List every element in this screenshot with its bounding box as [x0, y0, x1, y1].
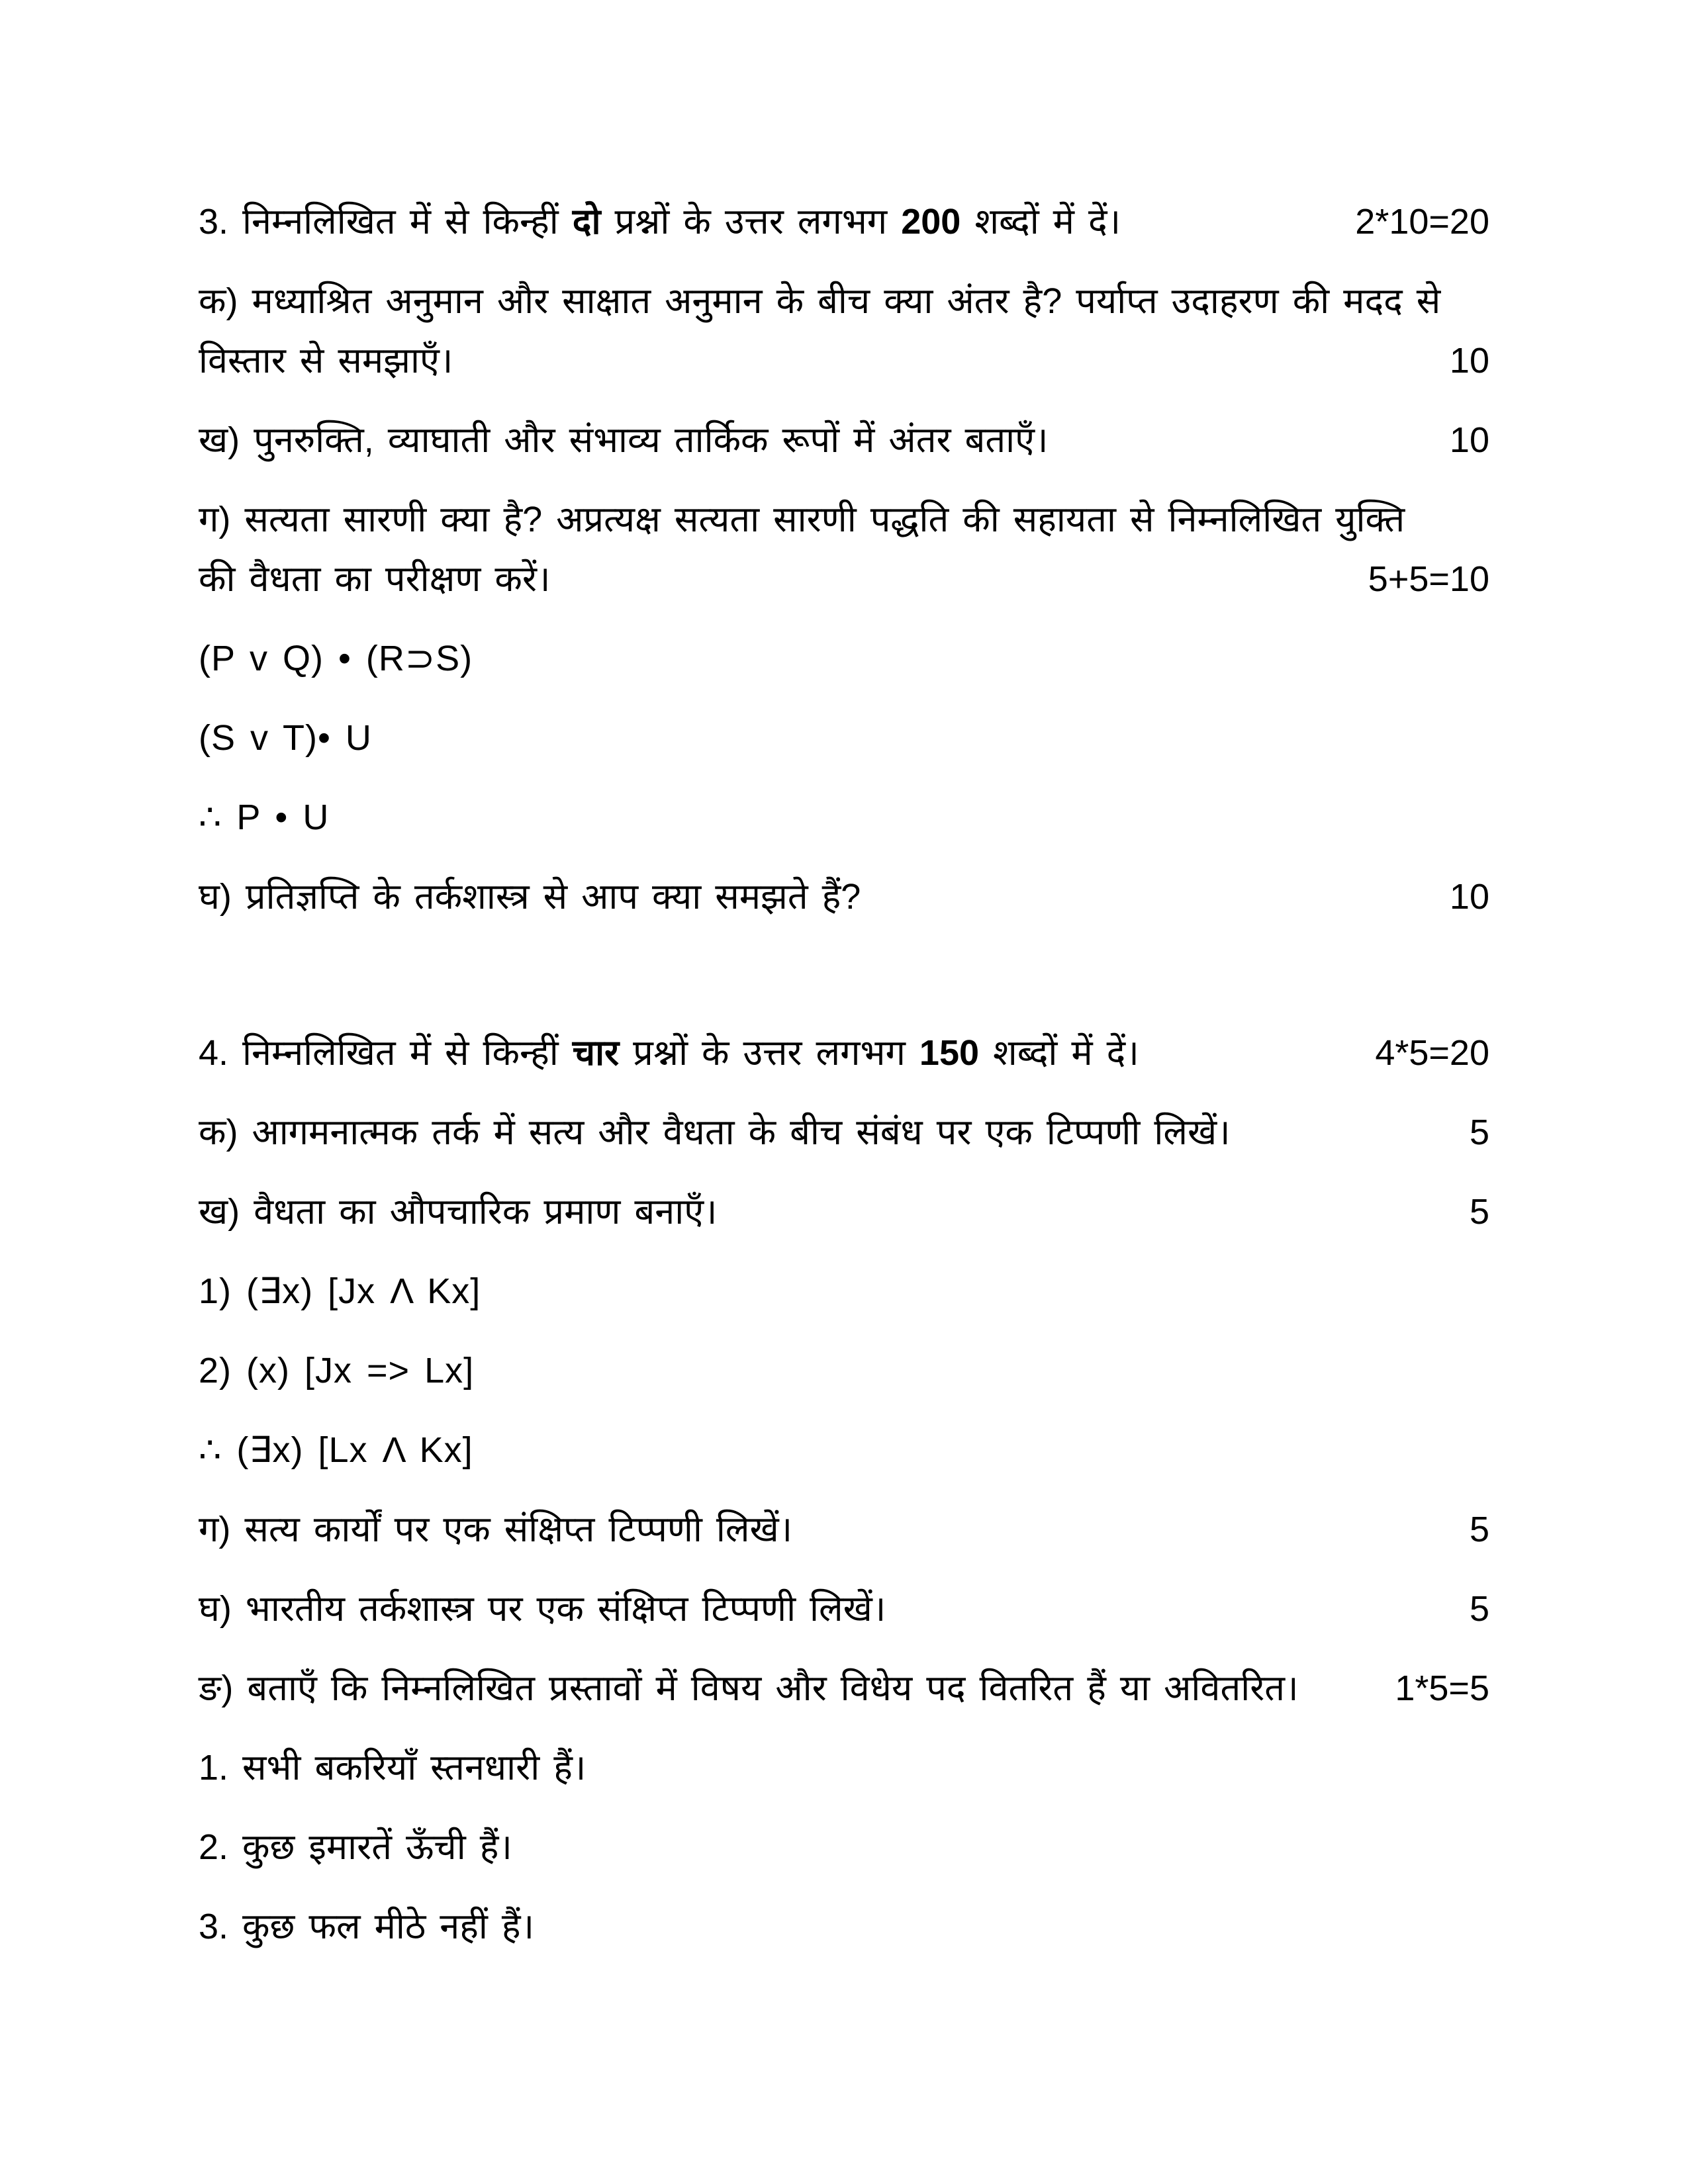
question-4b-premise-1 [199, 1261, 1489, 1321]
question-3-marks: 2*10=20 [1355, 202, 1489, 242]
text-segment: 4. निम्नलिखित में से किन्हीं [199, 1033, 573, 1073]
formula-text: (S v T)• U [199, 718, 372, 758]
question-4b-conclusion [199, 1420, 1489, 1480]
bold-answer-count: चार [572, 1033, 620, 1073]
formula-text: ∴ (∃x) [Lx Λ Kx] [199, 1430, 473, 1470]
question-4e [199, 1659, 1489, 1718]
question-4-heading-text [199, 1033, 1139, 1073]
question-3c-line1: ग) सत्यता सारणी क्या है? अप्रत्यक्ष सत्यता सारणी पद्धति की सहायता से निम्नलिखित युक्ति [199, 500, 1405, 539]
text-segment: शब्दों में दें। [979, 1033, 1139, 1073]
question-3c-premise-1 [199, 629, 1489, 688]
question-4b-text: ख) वैधता का औपचारिक प्रमाण बनाएँ। [199, 1192, 718, 1232]
question-3c [199, 490, 1489, 609]
question-4b [199, 1182, 1489, 1242]
proposition-item-1 [199, 1738, 1489, 1797]
question-3c-line2: की वैधता का परीक्षण करें। [199, 559, 551, 599]
page-content [199, 192, 1489, 1976]
text-segment: प्रश्नों के उत्तर लगभग [619, 1033, 919, 1073]
question-3d-marks: 10 [1449, 877, 1489, 917]
text-segment: 3. निम्नलिखित में से किन्हीं [199, 202, 573, 242]
formula-text: 1) (∃x) [Jx Λ Kx] [199, 1271, 481, 1311]
question-4a [199, 1103, 1489, 1162]
question-4c [199, 1500, 1489, 1559]
question-3b [199, 410, 1489, 470]
question-4b-premise-2 [199, 1341, 1489, 1400]
question-4c-marks: 5 [1469, 1510, 1489, 1549]
question-4c-text: ग) सत्य कार्यों पर एक संक्षिप्त टिप्पणी लिखें। [199, 1510, 793, 1549]
formula-text: 2) (x) [Jx => Lx] [199, 1351, 475, 1390]
question-3b-marks: 10 [1449, 420, 1489, 460]
proposition-1-text: 1. सभी बकरियाँ स्तनधारी हैं। [199, 1748, 586, 1788]
question-3a-line1: क) मध्याश्रित अनुमान और साक्षात अनुमान के बीच क्या अंतर है? पर्याप्त उदाहरण की मदद से [199, 281, 1441, 321]
proposition-item-2 [199, 1817, 1489, 1877]
question-4d-text: घ) भारतीय तर्कशास्त्र पर एक संक्षिप्त टिप्पणी लिखें। [199, 1589, 886, 1629]
question-3c-marks: 5+5=10 [1368, 559, 1489, 599]
question-3-heading-text [199, 202, 1121, 242]
question-3a [199, 271, 1489, 390]
text-segment: प्रश्नों के उत्तर लगभग [600, 202, 902, 242]
question-3-heading [199, 192, 1489, 251]
formula-text: (P v Q) • (R⊃S) [199, 639, 473, 678]
bold-word-limit: 200 [901, 202, 961, 242]
question-3d-text: घ) प्रतिज्ञप्ति के तर्कशास्त्र से आप क्या समझते हैं? [199, 877, 861, 917]
question-3b-text: ख) पुनरुक्ति, व्याघाती और संभाव्य तार्किक रूपों में अंतर बताएँ। [199, 420, 1049, 460]
question-4-marks: 4*5=20 [1375, 1033, 1489, 1073]
text-segment: शब्दों में दें। [961, 202, 1121, 242]
question-4d [199, 1579, 1489, 1639]
question-3c-conclusion [199, 788, 1489, 847]
question-4a-marks: 5 [1469, 1113, 1489, 1152]
question-4b-marks: 5 [1469, 1192, 1489, 1232]
question-3d [199, 867, 1489, 927]
question-4e-marks: 1*5=5 [1395, 1668, 1489, 1708]
proposition-item-3 [199, 1897, 1489, 1956]
formula-text: ∴ P • U [199, 797, 330, 837]
question-4-heading [199, 1023, 1489, 1083]
proposition-2-text: 2. कुछ इमारतें ऊँची हैं। [199, 1827, 512, 1867]
proposition-3-text: 3. कुछ फल मीठे नहीं हैं। [199, 1907, 535, 1946]
bold-answer-count: दो [572, 202, 601, 242]
question-4e-text: ङ) बताएँ कि निम्नलिखित प्रस्तावों में विषय और विधेय पद वितरित हैं या अवितरित। [199, 1668, 1299, 1708]
question-3a-line2: विस्तार से समझाएँ। [199, 341, 453, 381]
blank-line [199, 946, 1489, 1023]
bold-word-limit: 150 [919, 1033, 980, 1073]
question-4a-text: क) आगमनात्मक तर्क में सत्य और वैधता के बीच संबंध पर एक टिप्पणी लिखें। [199, 1113, 1231, 1152]
question-4d-marks: 5 [1469, 1589, 1489, 1629]
question-3a-marks: 10 [1449, 341, 1489, 381]
question-3c-premise-2 [199, 708, 1489, 768]
